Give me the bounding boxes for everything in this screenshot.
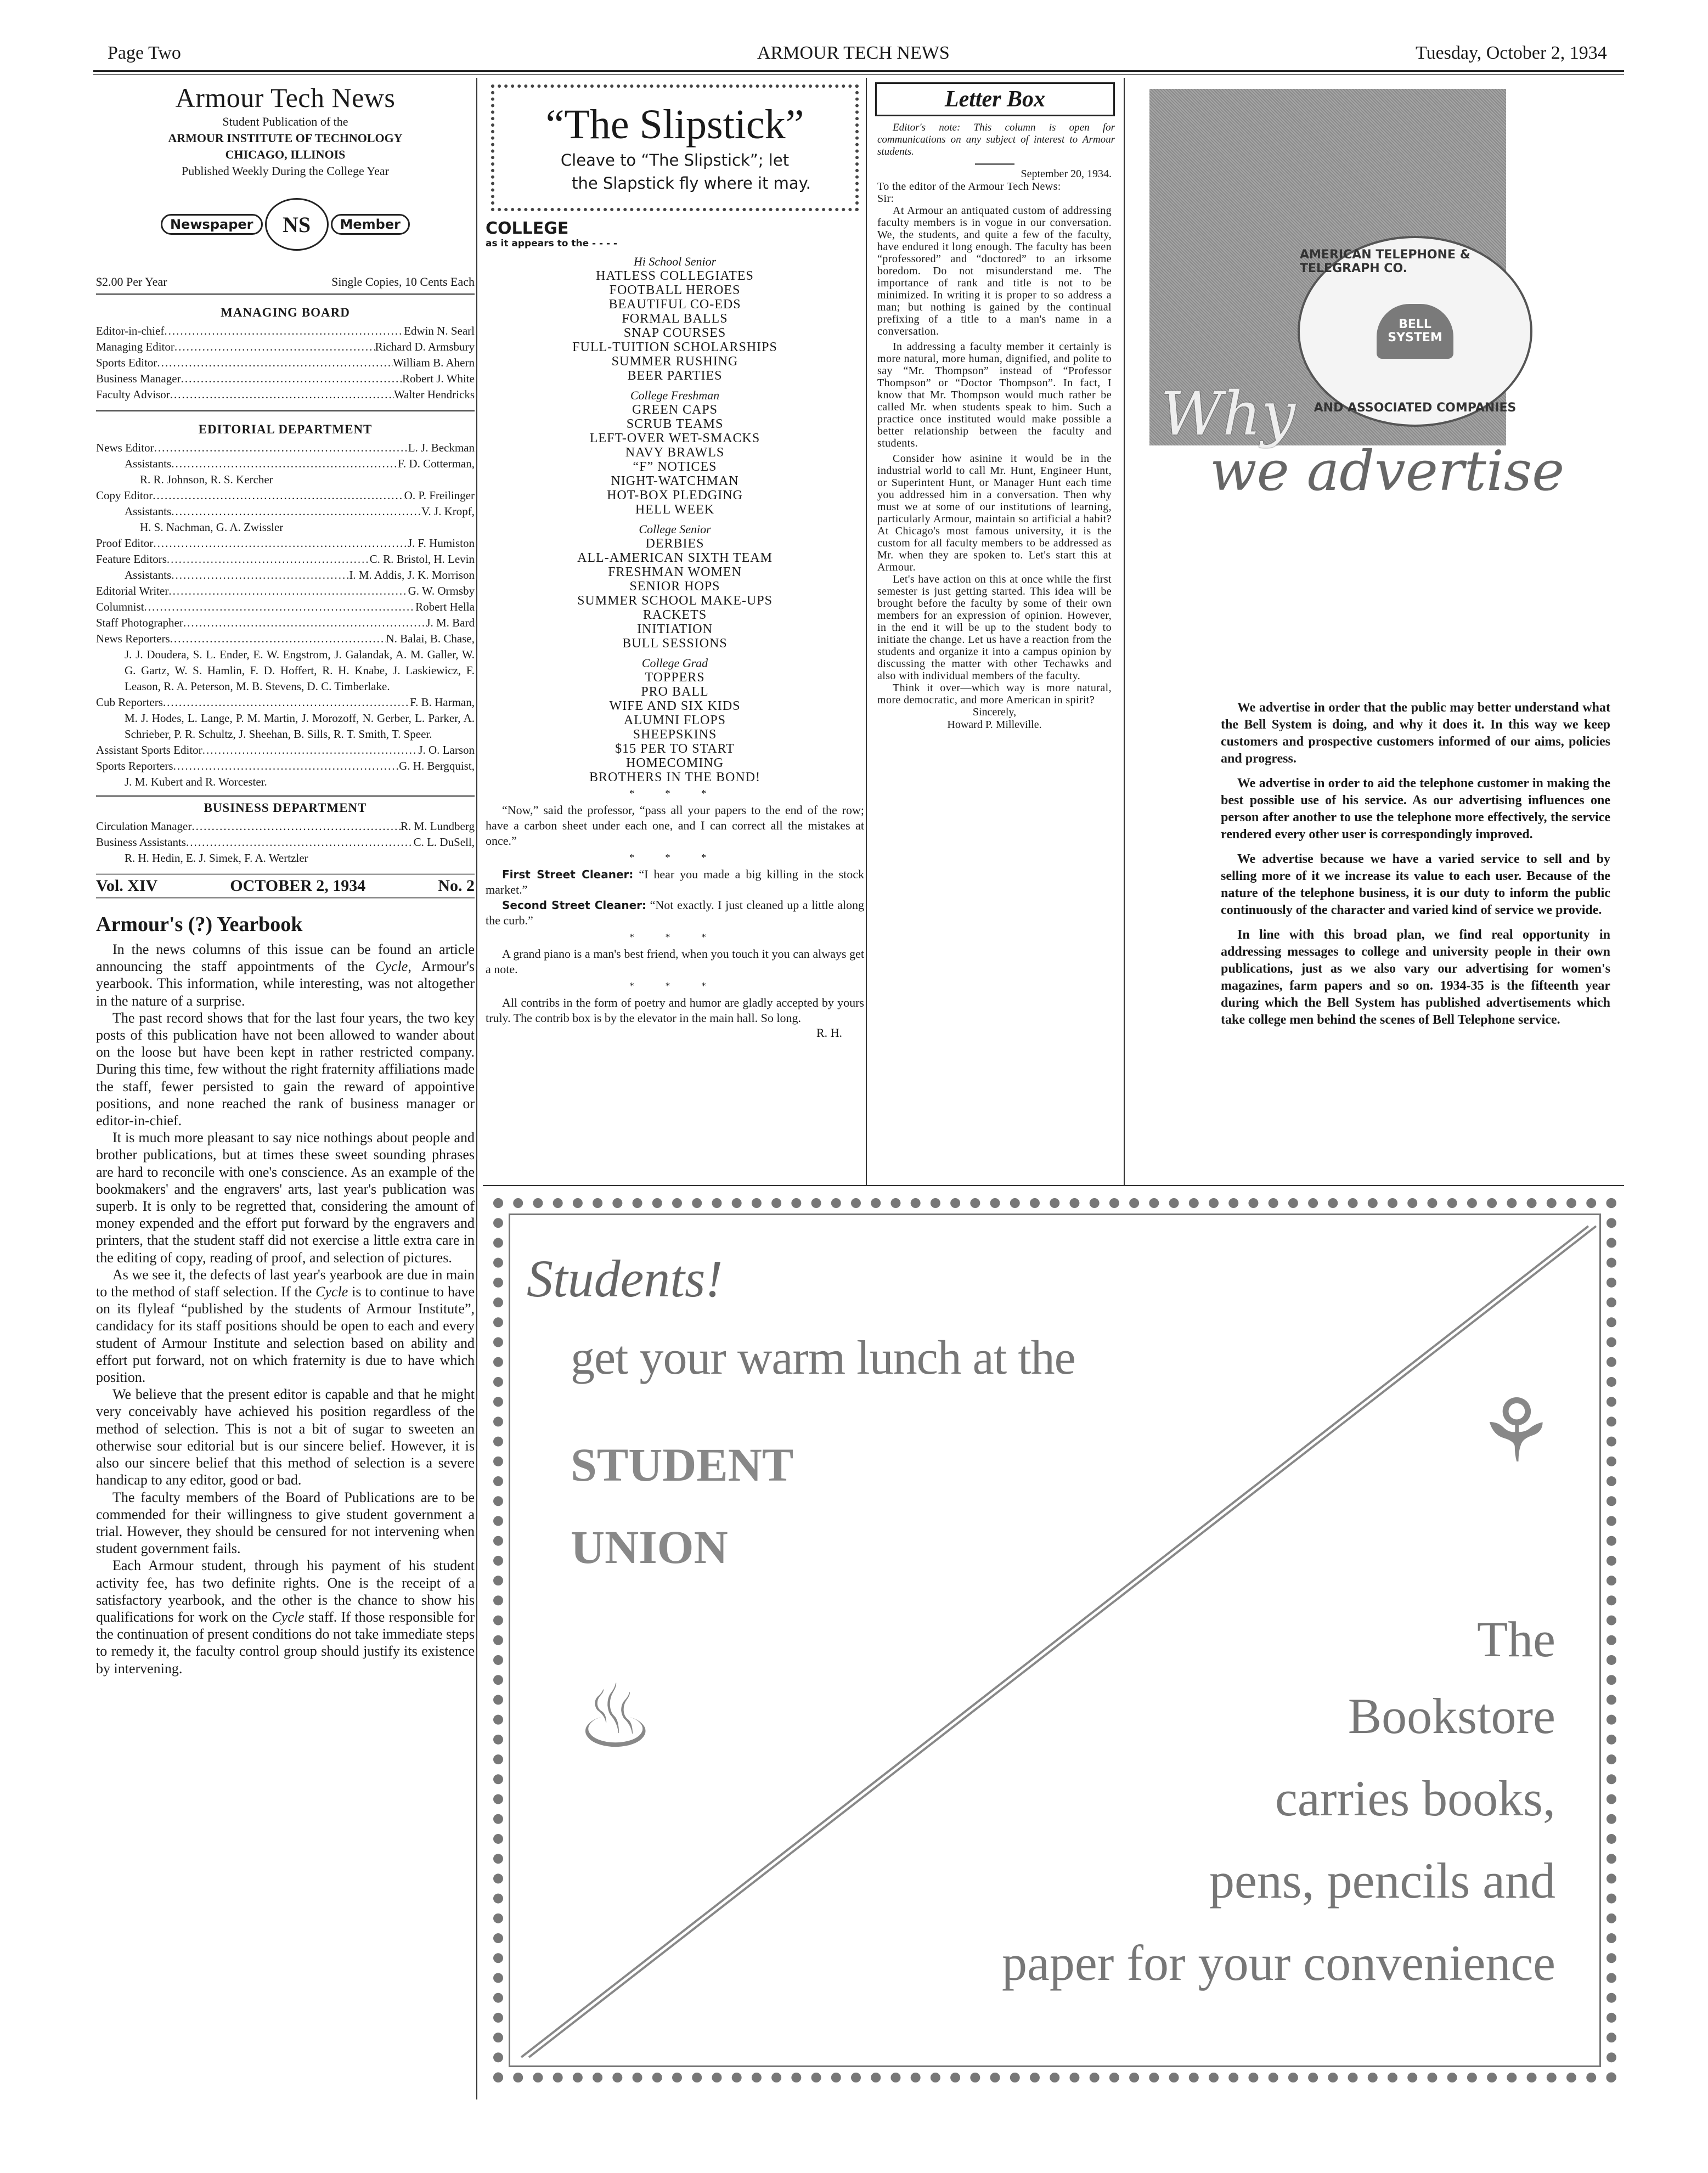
text-run: staff. If those responsible for the continuation of present conditions do not take immediate steps to remedy it, the faculty control group should justify its existence by intervening. [96, 1608, 475, 1677]
category-item: BULL SESSIONS [622, 636, 728, 651]
headline-why: Why [1160, 379, 1296, 449]
staff-row [96, 599, 475, 615]
editorial-dept-heading: EDITORIAL DEPARTMENT [198, 422, 373, 436]
closing-paragraph: All contribs in the form of poetry and humor are gladly accepted by yours truly. The contrib box is by the elevator in the main hall. So long. [486, 996, 864, 1025]
category-heading: College Freshman [630, 388, 720, 402]
ad-store-line: Bookstore [1348, 1688, 1555, 1744]
badge-member: Member [331, 214, 410, 235]
student-union-ad [486, 1190, 1624, 2090]
staff-row [96, 504, 475, 520]
college-subheading: as it appears to the - - - - [486, 238, 617, 249]
letter-salutation: Sir: [877, 193, 894, 205]
category-item: FRESHMAN WOMEN [608, 565, 742, 579]
category-item: GREEN CAPS [632, 403, 718, 417]
business-dept-heading: BUSINESS DEPARTMENT [204, 801, 367, 815]
staff-row [96, 371, 475, 387]
ad-store-line: pens, pencils and [1209, 1853, 1555, 1909]
bell-label: BELL SYSTEM [1388, 318, 1442, 345]
ad-students: Students! [527, 1249, 723, 1308]
section-stars: * * * [629, 932, 720, 942]
ad-store-line: The [1476, 1611, 1555, 1667]
staff-name: F. D. Cotterman, [397, 457, 475, 470]
staff-role: Editor-in-chief [96, 324, 165, 337]
staff-role: Copy Editor [96, 489, 153, 502]
category-item: SCRUB TEAMS [626, 417, 724, 431]
masthead-published: Published Weekly During the College Year [182, 164, 389, 178]
text-run: , Armour's yearbook. This information, while interesting, was not altogether in the nature of a surprise. [96, 958, 475, 1009]
letter-salutation: To the editor of the Armour Tech News: [877, 180, 1061, 193]
staff-continuation: R. R. Johnson, R. S. Kercher [140, 473, 273, 486]
section-stars: * * * [629, 788, 720, 799]
staff-row [96, 535, 475, 551]
slipstick-header-box [491, 84, 859, 211]
price-year: $2.00 Per Year [96, 275, 167, 289]
staff-continuation: J. M. Kubert and R. Worcester. [125, 775, 267, 788]
staff-role: Columnist [96, 600, 144, 613]
staff-row [96, 819, 475, 834]
ad-top-rule [483, 1185, 1624, 1186]
ad-paragraph: We advertise in order to aid the telephone customer in making the best possible use of his service. As our advertising influences one person after another to use the telephone more effectively, the service rendered every other user is correspondingly improved. [1221, 776, 1610, 842]
text-run-italic: Cycle [315, 1284, 348, 1300]
logo-ring-bottom: AND ASSOCIATED COMPANIES [1314, 401, 1517, 415]
volume-bar [96, 873, 475, 899]
letter-closing: Sincerely, [972, 706, 1017, 718]
ad-store-line: paper for your convenience [1002, 1935, 1555, 1991]
category-item: LEFT-OVER WET-SMACKS [589, 431, 760, 445]
letter-date: September 20, 1934. [1021, 168, 1112, 180]
staff-name: J. M. Bard [426, 616, 475, 629]
staff-role: Feature Editors [96, 552, 167, 566]
ad-panel [509, 1214, 1601, 2067]
masthead-line: ARMOUR INSTITUTE OF TECHNOLOGY [168, 131, 403, 145]
food-platter-icon: ♨ [576, 1668, 655, 1766]
category-item: $15 PER TO START [615, 742, 735, 756]
letter-paragraph: Think it over—which way is more natural, more democratic, and more American in spirit? [877, 682, 1112, 706]
staff-role: Proof Editor [96, 537, 154, 550]
section-stars: * * * [629, 980, 720, 991]
letter-paragraph: Let's have action on this at once while the first semester is just getting started. This idea will be brought before the faculty by some of their own members for an expression of opinion. However, in the end it will be up to the student body to initiate the change. Let us have a reaction from the students and organize it into a campus opinion by discussing the matter with other Techawks and also with individual members of the faculty. [877, 573, 1112, 682]
staff-name: J. O. Larson [418, 743, 475, 757]
staff-name: G. H. Bergquist, [399, 759, 475, 772]
joke-paragraph [486, 867, 864, 898]
staff-continuation: H. S. Nachman, G. A. Zwissler [140, 521, 284, 534]
category-item: HELL WEEK [635, 503, 715, 517]
masthead-title: Armour Tech News [175, 82, 396, 113]
text-run: Each Armour student, through his payment of his student activity fee, has two definite rights. One is the receipt of a satisfactory yearbook, and the other is the chance to show his qualifications for work on the [96, 1557, 475, 1625]
category-item: HATLESS COLLEGIATES [596, 269, 754, 283]
editorial-title: Armour's (?) Yearbook [96, 913, 303, 936]
slipstick-column [486, 82, 864, 1040]
staff-name: V. J. Kropf, [421, 505, 475, 518]
staff-role: Faculty Advisor [96, 388, 170, 401]
page-number: Page Two [108, 43, 181, 63]
category-item: TOPPERS [645, 670, 705, 685]
book-carrier-icon: ⚘ [1476, 1383, 1555, 1481]
speaker-label: First Street Cleaner: [502, 868, 634, 881]
ad-paragraph: We advertise in order that the public may better understand what the Bell System is doing, and why it does it. In this way we keep customers and prospective customers informed of our aims, policies and progress. [1221, 701, 1610, 766]
staff-role: Managing Editor [96, 340, 174, 353]
ad-store-line: carries books, [1275, 1770, 1555, 1826]
staff-role: Editorial Writer [96, 584, 169, 597]
staff-name: O. P. Freilinger [404, 489, 475, 502]
category-heading: College Senior [639, 522, 711, 536]
staff-row [96, 551, 475, 567]
staff-name: Edwin N. Searl [404, 324, 475, 337]
staff-row [96, 488, 475, 504]
staff-row [96, 323, 475, 339]
masthead-column [96, 80, 475, 1677]
staff-role: Assistants [125, 457, 172, 470]
text-run-italic: Cycle [375, 958, 408, 975]
slipstick-motto: the Slapstick fly where it may. [572, 174, 811, 193]
short-rule [975, 163, 1014, 165]
category-item: RACKETS [642, 608, 707, 622]
staff-row [96, 387, 475, 403]
staff-role: Sports Reporters [96, 759, 173, 772]
staff-name: L. J. Beckman [408, 441, 475, 454]
press-association-badge [96, 198, 475, 251]
section-rule [96, 795, 475, 797]
ad-union-line: UNION [571, 1521, 728, 1573]
paper-name: ARMOUR TECH NEWS [757, 43, 950, 63]
staff-name: Walter Hendricks [394, 388, 475, 401]
category-item: ALUMNI FLOPS [623, 713, 726, 727]
staff-row [96, 567, 475, 583]
badge-newspaper: Newspaper [161, 214, 263, 235]
column-signature: R. H. [816, 1026, 842, 1040]
staff-name: C. L. DuSell, [413, 836, 475, 849]
category-item: FULL-TUITION SCHOLARSHIPS [572, 340, 777, 354]
ad-lunch-line: get your warm lunch at the [571, 1331, 1075, 1385]
category-item: “F” NOTICES [633, 460, 717, 474]
slipstick-title: “The Slipstick” [545, 101, 804, 148]
ad-paragraph: In line with this broad plan, we find real opportunity in addressing messages to college and university people in their own publications, just as we also vary our advertising for women's magazines, farm papers and so on. 1934-35 is the fifteenth year during which the Bell System has published advertisements which take college men behind the scenes of Bell Telephone service. [1221, 928, 1610, 1027]
column-divider [1124, 78, 1125, 1186]
staff-continuation: M. J. Hodes, L. Lange, P. M. Martin, J. Morozoff, N. Gerber, L. Parker, A. Schrieber, P. R. Schultz, J. Sheehan, B. Sills, R. T. Smith, T. Speer. [125, 712, 475, 741]
ad-union-name [571, 1424, 793, 1588]
staff-role: Assistant Sports Editor [96, 743, 202, 757]
category-heading: College Grad [641, 656, 708, 670]
category-item: BEAUTIFUL CO-EDS [608, 297, 741, 312]
volume-date: OCTOBER 2, 1934 [230, 877, 366, 895]
category-item: ALL-AMERICAN SIXTH TEAM [577, 551, 773, 565]
editors-note: Editor's note: This column is open for communications on any subject of interest to Armour students. [877, 122, 1115, 157]
editorial-paragraph [96, 1266, 475, 1386]
staff-row [96, 615, 475, 631]
staff-role: Assistants [125, 505, 172, 518]
ad-union-line: STUDENT [571, 1438, 794, 1491]
staff-name: Robert J. White [402, 372, 475, 385]
letter-signature: Howard P. Milleville. [947, 719, 1042, 731]
text-run-italic: Cycle [272, 1608, 305, 1625]
staff-row [96, 742, 475, 758]
header-rule [93, 70, 1624, 75]
staff-name: G. W. Ormsby [408, 584, 475, 597]
category-item: SUMMER SCHOOL MAKE-UPS [577, 594, 773, 608]
bell-system-ad [1144, 82, 1627, 686]
college-category-list [486, 255, 864, 784]
editorial-paragraph [96, 1557, 475, 1677]
staff-row [96, 440, 475, 456]
staff-name: J. F. Humiston [407, 537, 475, 550]
staff-row [96, 695, 475, 710]
editorial-paragraph [96, 941, 475, 1009]
staff-name: N. Balai, B. Chase, [386, 632, 475, 645]
masthead-line: Student Publication of the [222, 115, 348, 128]
category-item: PRO BALL [641, 685, 709, 699]
staff-continuation: J. J. Doudera, S. L. Ender, E. W. Engstrom, J. Galandak, A. M. Galler, W. G. Gartz, W. S. Hamlin, F. D. Hoffert, R. H. Knabe, J. Laskiewicz, F. Leason, R. A. Peterson, M. B. Stevens, D. C. Timberlake. [125, 648, 475, 693]
category-item: SENIOR HOPS [629, 579, 720, 594]
text-run: is to continue to have on its flyleaf “published by the students of Armour Institute”, candidacy for its staff positions should be open to each and every student of Armour Institute and selection based on ability and effort put forward, not on which fraternity is due to have which position. [96, 1284, 475, 1386]
staff-role: Cub Reporters [96, 696, 163, 709]
category-item: BROTHERS IN THE BOND! [589, 770, 760, 784]
category-item: HOMECOMING [626, 756, 724, 770]
column-divider [476, 78, 477, 2099]
column-divider [866, 78, 867, 1186]
staff-name: I. M. Addis, J. K. Morrison [349, 568, 475, 582]
staff-row [96, 355, 475, 371]
text-run: As we see it, the defects of last year's yearbook are due in main to the method of staff selection. If the [96, 1266, 475, 1300]
issue-date: Tuesday, October 2, 1934 [1416, 43, 1607, 63]
staff-name: Robert Hella [415, 600, 475, 613]
ad-paragraph: We advertise because we have a varied service to sell and by selling more of it we increase its value to each user. Because of the nature of the telephone business, it is our duty to inform the public continuously of the character and varied kind of service we provide. [1221, 852, 1610, 917]
section-rule [96, 410, 475, 411]
bell-ad-copy [1221, 699, 1610, 1036]
category-item: FOOTBALL HEROES [609, 283, 741, 297]
letter-box-column [870, 82, 1119, 731]
staff-role: Staff Photographer [96, 616, 183, 629]
staff-role: Business Manager [96, 372, 181, 385]
price-single: Single Copies, 10 Cents Each [331, 275, 475, 289]
volume-number: Vol. XIV [96, 877, 158, 895]
section-stars: * * * [629, 852, 720, 863]
staff-role: Assistants [125, 568, 172, 582]
managing-board-list [96, 323, 475, 403]
editorial-paragraph: The faculty members of the Board of Publications are to be commended for their willingness to give student government a trial. However, they should be censured for not intervening when student government fails. [96, 1489, 475, 1557]
staff-role: News Reporters [96, 632, 170, 645]
category-item: HOT-BOX PLEDGING [607, 488, 743, 503]
text-run: In the news columns of this issue can be found an article announcing the staff appointments of the [96, 941, 475, 975]
text-run: “I hear you made a big killing in the stock market.” [486, 867, 865, 896]
college-heading: COLLEGE [486, 219, 569, 238]
category-item: BEER PARTIES [627, 369, 723, 383]
staff-role: Sports Editor [96, 356, 157, 369]
editorial-paragraph: We believe that the present editor is capable and that he might very conceivably have achieved his position regardless of the method of selection. This is not a bit of sugar to sweeten an otherwise sour editorial but is our sincere belief. However, it is also our sincere belief that this method of selection is a severe handicap to any editor, good or bad. [96, 1386, 475, 1488]
bell-system-logo [1298, 236, 1532, 427]
category-item: FORMAL BALLS [622, 312, 728, 326]
press-seal-icon [265, 198, 329, 251]
letter-paragraph: Consider how asinine it would be in the industrial world to call Mr. Hunt, Engineer Hunt, or Superintent Hunt, or Manager Hunt each time you addressed him in a conversation. Then why must we at some of our institutions of learning, particularly Armour, maintain so artificial a habit? At Chicago's most famous university, it is the custom for all faculty members to be addressed as Mr. when they are spoken to. Let's start this at Armour. [877, 453, 1112, 573]
joke-paragraph [486, 898, 864, 928]
logo-ring-top: AMERICAN TELEPHONE & TELEGRAPH CO. [1300, 248, 1470, 275]
editorial-paragraph: It is much more pleasant to say nice nothings about people and brother publications, but at times these sweet sounding phrases are hard to reconcile with one's conscience. As an example of the bookmakers' and the engravers' arts, last year's publication was superb. It is only to be regretted that, considering the amount of money expended and the effort put forward by the engravers and printers, that the student staff did not exercise a little extra care in the editing of copy, reading of proof, and selection of pictures. [96, 1130, 475, 1266]
staff-row [96, 456, 475, 472]
staff-row [96, 583, 475, 599]
staff-row [96, 758, 475, 774]
staff-name: Richard D. Armsbury [375, 340, 475, 353]
headline-we-advertise: we advertise [1210, 439, 1565, 503]
category-item: DERBIES [645, 537, 704, 551]
issue-number: No. 2 [438, 877, 475, 895]
staff-name: C. R. Bristol, H. Levin [369, 552, 475, 566]
staff-name: R. M. Lundberg [401, 820, 475, 833]
staff-role: Business Assistants [96, 836, 186, 849]
slipstick-motto: Cleave to “The Slipstick”; let [560, 151, 790, 170]
masthead-line: CHICAGO, ILLINOIS [225, 148, 346, 161]
category-item: WIFE AND SIX KIDS [609, 699, 741, 713]
category-item: SUMMER RUSHING [611, 354, 739, 369]
editorial-dept-list [96, 440, 475, 790]
editorial-paragraph: The past record shows that for the last four years, the two key posts of this publication have not been allowed to wander about on the loose but have been kept in rather restricted company. During this time, few without the right fraternity affiliations made the staff, fewer persisted to gain the reward of appointive positions, and none reached the rank of business manager or editor-in-chief. [96, 1009, 475, 1129]
text-run: “Not exactly. I just cleaned up a little along the curb.” [486, 898, 864, 927]
staff-name: F. B. Harman, [410, 696, 475, 709]
letter-paragraph: At Armour an antiquated custom of addressing faculty members is in vogue in our conversation. We, the students, and quite a few of the faculty, have endured it long enough. The faculty has been “professored” and “doctored” to an irksome boredom. Do not misunderstand me. The importance of rank and title is not to be minimized. In writing it is proper to so address a man; but nothing is gained by the continual prefixing of a title to a man's name in a conversation. [877, 205, 1112, 337]
seal-monogram: NS [282, 212, 311, 237]
letter-box-title: Letter Box [875, 82, 1115, 116]
speaker-label: Second Street Cleaner: [502, 899, 647, 912]
staff-name: William B. Ahern [392, 356, 475, 369]
price-row [96, 275, 475, 295]
category-item: INITIATION [637, 622, 713, 636]
category-item: SHEEPSKINS [633, 727, 717, 742]
managing-board-heading: MANAGING BOARD [221, 306, 350, 319]
category-item: SNAP COURSES [623, 326, 726, 340]
staff-continuation: R. H. Hedin, E. J. Simek, F. A. Wertzler [125, 851, 308, 865]
staff-role: Circulation Manager [96, 820, 192, 833]
category-heading: Hi School Senior [633, 255, 717, 268]
letter-paragraph: In addressing a faculty member it certainly is more natural, more human, dignified, and polite to say “Mr. Thompson” instead of “Professor Thompson” or “Doctor Thompson”. In fact, I know that Mr. Thompson would much rather be called Mr. when students speak to him. Such a practice once instituted would make possible a better relationship between the faculty and students. [877, 341, 1112, 449]
staff-row [96, 834, 475, 850]
staff-row [96, 631, 475, 647]
category-item: NAVY BRAWLS [625, 445, 725, 460]
staff-role: News Editor [96, 441, 154, 454]
bell-icon [1377, 304, 1453, 359]
joke-paragraph: A grand piano is a man's best friend, when you touch it you can always get a note. [486, 947, 864, 976]
staff-row [96, 339, 475, 355]
joke-paragraph: “Now,” said the professor, “pass all your papers to the end of the row; have a carbon sheet under each one, and I can correct all the mistakes at once.” [486, 803, 864, 848]
category-item: NIGHT-WATCHMAN [611, 474, 739, 488]
